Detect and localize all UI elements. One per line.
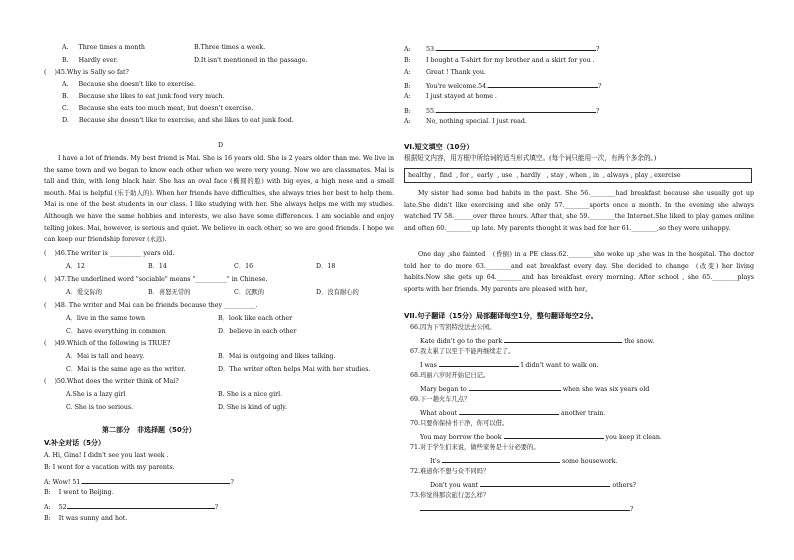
q48-option-d: D．believe in each other	[218, 328, 297, 335]
q47-option-c: C．沉默的	[234, 289, 265, 296]
dialog-text: 53.	[426, 46, 437, 53]
q51-end: ?	[230, 479, 234, 486]
q47-option-b: B．喜怒无常的	[148, 289, 191, 296]
q67-blank[interactable]	[439, 360, 519, 367]
translation-68-english	[420, 384, 649, 394]
prompt-text: Don't you want	[430, 482, 479, 489]
part-two-heading: 第二部分 非选择题（50分）	[102, 426, 196, 434]
q45-question: ( )45.Why is Sally so fat?	[44, 69, 129, 76]
q50-question: ( )50.What does the writer think of Mai?	[44, 378, 179, 385]
dialog-line-3	[44, 477, 234, 487]
q48-option-b: B．look like each other	[218, 315, 293, 322]
q54-blank[interactable]	[488, 81, 598, 88]
q70-blank[interactable]	[504, 432, 604, 439]
speaker-label: A:	[404, 69, 411, 76]
q50-option-b: B. She is a nice girl.	[218, 391, 283, 398]
translation-71-chinese: 71.对于学生们来说，做些家务是十分必要的。	[410, 444, 540, 451]
q69-blank[interactable]	[459, 408, 559, 415]
translation-69-chinese: 69.下一趟火车几点？	[410, 396, 471, 403]
dialog-line-5	[44, 502, 218, 512]
dialog-text: No, nothing special. I just read.	[426, 118, 527, 125]
prompt-text: I was	[420, 362, 437, 369]
q55-blank[interactable]	[436, 106, 596, 113]
q44-option-d: D.It isn't mentioned in the passage.	[194, 57, 308, 64]
prompt-text: Kate didn't go to the park	[420, 338, 503, 345]
q46-question: ( )46.The writer is __________ years old.	[44, 250, 175, 257]
translation-66-chinese: 66.因为下雪凯特没法去公园。	[410, 324, 496, 331]
q50-option-c: C. She is too serious.	[66, 404, 134, 411]
passage-d-text: I have a lot of friends. My best friend is Mai. She is 16 years old. She is 2 years older than me. We live in the same town and we began to know each other when we were very young. Now we are classmates. Mai is tall and thin, with long black hair. She has an oval face (椭圆的脸) with big eyes, a high nose and a small mouth. Mai is helpful (乐于助人的). When her friends have difficulties, she always tries her best to help them. Mai is one of the best students in our class. I like studying with her. She always helps me with my studies. Although we have the same hobbies and interests, we also have some differences. I am sociable and enjoy telling jokes. Mai, however, is serious and quiet. We believe in each other, so we are good friends. I hope we can keep our friendship forever (永远).	[44, 155, 394, 244]
dialog-line-4: B: I went to Beijing.	[44, 489, 114, 496]
section-6-title: VI.短文填空（10分）	[404, 143, 474, 151]
translation-66-english	[420, 336, 654, 346]
translation-69-english	[420, 408, 605, 418]
speaker-label: B:	[404, 108, 411, 115]
prompt-text: I didn't want to walk on.	[520, 362, 599, 369]
prompt-text: you keep it clean.	[605, 434, 662, 441]
q49-option-c: C．Mai is the same age as the writer.	[66, 366, 186, 373]
q45-option-b: B. Because she likes to eat junk food very much.	[62, 93, 225, 100]
q73-blank[interactable]	[420, 504, 630, 511]
passage-d-title: D	[218, 142, 224, 149]
q49-option-a: A．Mai is tall and heavy.	[66, 353, 145, 360]
q49-option-b: B．Mai is outgoing and likes talking.	[218, 353, 336, 360]
translation-68-chinese: 68.玛丽六岁时开始记日记。	[410, 372, 490, 379]
dialog-row-54	[404, 81, 601, 91]
dialog-end: ?	[596, 46, 600, 53]
q48-question: ( )48. The writer and Mai can be friends because they __________.	[44, 302, 258, 309]
q52-end: ?	[214, 504, 219, 511]
speaker-label: A:	[404, 46, 411, 53]
q46-option-c: C．16	[234, 263, 254, 270]
dialog-row-a4	[404, 118, 527, 126]
translation-70-english	[420, 432, 662, 442]
q44-option-c: B. Hardly ever.	[62, 57, 118, 64]
dialog-row-53	[404, 44, 599, 54]
prompt-text: You may borrow the book	[420, 434, 502, 441]
prompt-text: some housework.	[562, 458, 618, 465]
translation-67-chinese: 67.我太累了以至于不能再继续走了。	[410, 348, 515, 355]
prompt-text: the snow.	[624, 338, 655, 345]
dialog-row-b1	[404, 57, 595, 65]
speaker-label: A:	[404, 93, 411, 100]
q72-blank[interactable]	[480, 480, 610, 487]
q45-option-c: C. Because she eats too much meat, but doesn't exercise.	[62, 105, 254, 112]
translation-70-chinese: 70.只要你保持书干净，你可以借。	[410, 420, 509, 427]
dialog-line-6: B: It was sunny and hot.	[44, 515, 128, 522]
dialog-line-2: B: I went for a vacation with my parents.	[44, 464, 175, 471]
q44-option-b: B.Three times a week.	[194, 44, 266, 51]
q53-blank[interactable]	[436, 44, 596, 51]
dialog-text: You're welcome.54.	[426, 83, 489, 90]
prompt-text: others?	[612, 482, 637, 489]
dialog-end: ?	[598, 83, 602, 90]
prompt-text: another train.	[561, 410, 606, 417]
q49-option-d: D．The writer often helps Mai with her studies.	[218, 366, 371, 373]
q51-blank[interactable]	[82, 477, 230, 484]
prompt-text: What about	[420, 410, 457, 417]
dialog-end: ?	[596, 108, 600, 115]
q71-blank[interactable]	[442, 456, 560, 463]
translation-67-english	[420, 360, 599, 370]
q48-option-a: A．live in the same town	[66, 315, 145, 322]
word-box	[404, 168, 752, 183]
q45-option-a: A. Because she doesn't like to exercise.	[62, 81, 196, 88]
word-box-words: healthy , find , for , early , use , hardly , stay , when , in , always , play , exercise	[408, 171, 681, 179]
dialog-row-55	[404, 106, 599, 116]
translation-73-chinese: 73.你觉得那次旅行怎么样？	[410, 492, 490, 499]
q47-option-a: A．爱交际的	[66, 289, 103, 296]
q49-question: ( )49.Which of the following is TRUE?	[44, 340, 171, 347]
translation-71-english	[430, 456, 618, 466]
translation-72-chinese: 72.难道你不想与众不同吗？	[410, 468, 490, 475]
dialog-text: I bought a T-shirt for my brother and a skirt for you .	[426, 57, 595, 64]
q44-option-a: A. Three times a month	[62, 44, 145, 51]
q48-option-c: C．have everything in common	[66, 328, 166, 335]
translation-72-english	[430, 480, 636, 490]
translation-73-english	[420, 504, 633, 514]
q66-blank[interactable]	[504, 336, 622, 343]
dialog-q52-label: A: 52	[44, 504, 67, 511]
q68-blank[interactable]	[469, 384, 561, 391]
dialog-row-a2	[404, 69, 486, 77]
prompt-text: Mary began to	[420, 386, 467, 393]
section-5-title: V.补全对话（5分）	[44, 439, 106, 447]
q46-option-b: B．14	[148, 263, 167, 270]
speaker-label: A:	[404, 118, 411, 125]
dialog-text: I just stayed at home .	[426, 93, 497, 100]
q47-question: ( )47.The underlined word "sociable" means "__________" in Chinese.	[44, 276, 268, 283]
prompt-text: when she was six years old	[562, 386, 650, 393]
section-7-title: VII.句子翻译（15分）局部翻译每空1分，整句翻译每空2分。	[404, 312, 598, 320]
q45-option-d: D. Because she doesn't like to exercise, and she likes to eat junk food.	[62, 117, 294, 124]
speaker-label: B:	[404, 83, 411, 90]
dialog-row-a3	[404, 93, 497, 101]
passage-6-paragraph-1: My sister had some bad habits in the past. She 56.________had breakfast because she usually got up late.She didn't like exercising and she only 57.________sports once a month. In the evening she always watched TV 58.______over three hours. After that, she 59.________the Internet.She liked to play games online and often 60.________up late. My parents thought it was bad for her 61.________,so they were unhappy.	[404, 190, 754, 233]
speaker-label: B:	[404, 57, 411, 64]
dialog-q51-label: A: Wow! 51.	[44, 479, 83, 486]
q47-option-d: D．没有耐心的	[316, 289, 359, 296]
q46-option-d: D．18	[316, 263, 336, 270]
prompt-text: It's	[430, 458, 440, 465]
passage-6-paragraph-2: One day ,she fainted (昏倒) in a PE class.62.________she woke up ,she was in the hospital. The doctor told her to do more 63.________and eat breakfast every day. She decided to change (改变) her living habits.Now she gets up 64.________and has breakfast every morning. After school , she 65.________plays sports with her friends. My parents are pleased with her。	[404, 251, 754, 294]
q52-blank[interactable]	[67, 502, 215, 509]
q46-option-a: A．12	[66, 263, 85, 270]
q50-option-a: A.She is a lazy girl	[66, 391, 126, 398]
prompt-text: ?	[630, 506, 634, 513]
dialog-text: 55.	[426, 108, 437, 115]
section-6-instructions: 根据短文内容，用方框中所给词的适当形式填空。(每个词只能用一次，有两个多余的。)	[404, 154, 657, 162]
dialog-line-1: A. Hi, Gina! I didn't see you last week .	[44, 452, 169, 459]
dialog-text: Great ! Thank you.	[426, 69, 486, 76]
q50-option-d: D. She is kind of ugly.	[218, 404, 288, 411]
